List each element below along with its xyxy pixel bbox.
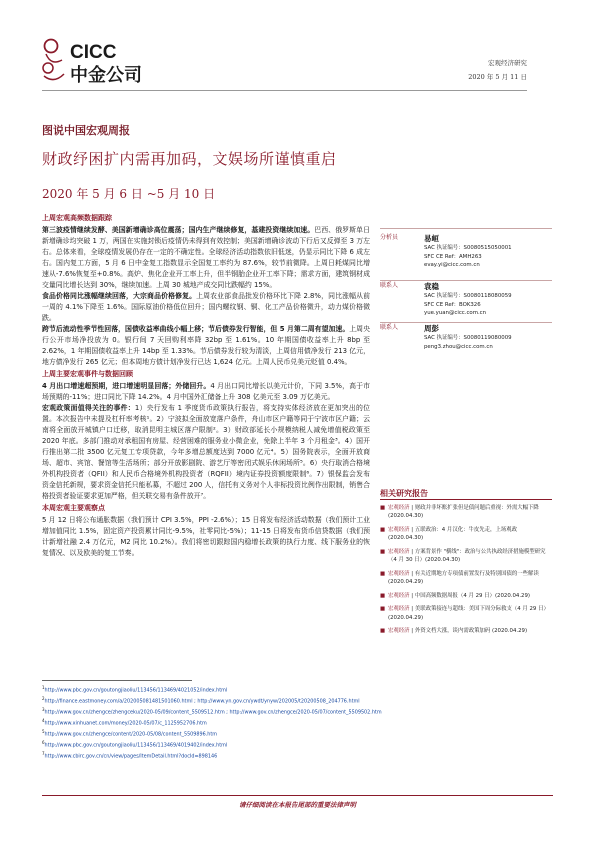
author-sac: SAC 执证编号：S0080515050001: [424, 245, 512, 251]
footnote-link[interactable]: http://www.cbirc.gov.cn/cn/view/pages/ItemDetail.html?docId=898146: [44, 753, 218, 760]
sidebar-divider: [380, 322, 552, 323]
footer-divider: [42, 795, 553, 796]
author-sfc: SFC CE Ref：BOK326: [424, 301, 481, 308]
report-category-label: 宏观经济: [388, 526, 410, 533]
section-heading: 上周宏观高频数据跟踪: [42, 214, 112, 222]
footnote-link[interactable]: http://www.gov.cn/zhengce/zhengceku/2020-05/09/content_5509512.htm ; http://www.gov.cn/zhengce/2020-05/07/content_5509502.htm: [44, 709, 382, 716]
paragraph-lead: 宏观政策面值得关注的事件：: [42, 404, 135, 412]
page-title: 财政纾困扩内需再加码，文娱场所谨慎重启: [42, 150, 337, 168]
report-category-label: 宏观经济: [388, 628, 410, 635]
legal-disclaimer: 请仔细阅读在本报告尾部的重要法律声明: [239, 801, 356, 809]
cicc-logo: [42, 36, 162, 86]
paragraph-text: 1）央行发布 1 季度货币政策执行报告，将支持实体经济放在更加突出的位置。本次报告中未提及杠杆率考核¹。2）宁波拟全面放宽落户条件，舟山市区户籍等同于宁波市区户籍；云南将全面放开城镇户口迁移，取消昆明主城区落户限制²。3）财政部延长小规模纳税人减免增值税政策至 2020 年底。多部门推动对承租国有房屋、经营困难的服务业小微企业，免除上半年 3 个月租金³。4）国开行推出第二批 3500 亿元复工专项贷款，今年多增总额度达到 7000 亿元⁴。5）国务院表示，全面开放商场、超市、宾馆、餐馆等生活场所；部分开放影剧院、游艺厅等密闭式娱乐休闲场所⁵。6）央行取消合格境外机构投资者（QFII）和人民币合格境外机构投资者（RQFII）境内证券投资额度限制⁶。7）银保监会发布资金信托新规，要求资金信托只能私募，不超过 200 人，信托有义务对个人非标投资比例作出限制，销售合格投资者验证要求更加严格，但关联交易有条件放开⁷。: [42, 404, 370, 500]
report-title: | 五联政治：4 月汉化：牛皮先走，上场观政 (2020.04.30): [388, 526, 518, 542]
footnote-link[interactable]: http://finance.eastmoney.com/a/202005081481501060.html ; http://www.yn.gov.cn/ywdt/ynyw/202005/t20200508_204776.html: [44, 698, 360, 705]
header-divider: [42, 90, 527, 91]
bullet-icon: ■: [380, 592, 386, 599]
footnote-number: 7: [42, 750, 45, 756]
paragraph: [42, 225, 370, 291]
related-report-item[interactable]: [380, 504, 552, 520]
footnote[interactable]: [42, 728, 552, 739]
report-title: | 财政并非坏账扩张但是债问题后重视：外需大幅下降 (2020.04.30): [388, 505, 539, 520]
report-date: 2020 年 5 月 11 日: [468, 73, 527, 81]
report-title: | 外资文档大涨，谈内需政策加码 (2020.04.29): [411, 628, 528, 635]
related-reports-divider: [380, 499, 552, 500]
footnote[interactable]: [42, 706, 552, 717]
author-email[interactable]: peng3.zhou@cicc.com.cn: [424, 343, 493, 350]
logo-text-cn: 中金公司: [70, 65, 142, 86]
related-report-item[interactable]: [380, 526, 552, 542]
report-title: | 美联政策接连与超线：美国下周分际救支（4 月 29 日）(2020.04.29): [388, 606, 549, 621]
bullet-icon: ■: [380, 570, 386, 577]
author-name: 袁稳: [424, 282, 439, 291]
report-category-label: 宏观经济: [388, 606, 410, 613]
footnote-number: 5: [42, 728, 45, 734]
footnote-number: 2: [42, 695, 45, 701]
logo-text-en: CICC: [70, 42, 117, 63]
related-report-item[interactable]: [380, 570, 552, 586]
bullet-icon: ■: [380, 548, 386, 555]
paragraph-text: 5 月 12 日将公布通胀数据（我们预计 CPI 3.5%，PPI -2.6%）；15 日将发布经济活动数据（我们预计工业增加值同比 1.5%，固定资产投资累计同比-9.5%，社零同比-5%）；11-15 日将发布货币信贷数据（我们预计新增社融 2.4 万亿元，M2 同比 10.2%）。我们将密切跟踪国内稳增长政策的执行力度、线下服务业的恢复情况、以及欧美的复工节奏。: [42, 516, 370, 557]
author-sac: SAC 执证编号：S0080118080059: [424, 293, 512, 299]
footnote-number: 1: [42, 685, 45, 690]
related-reports-list: [380, 504, 552, 641]
paragraph: [42, 515, 370, 559]
report-title: | 中国高频数据周报（4 月 29 日）(2020.04.29): [411, 592, 531, 599]
report-title: | 方案背景作 "横线"：政治与公共执政经济措施模型研究（4 月 30 日）(2020.04.30): [388, 548, 546, 564]
report-category: 宏观经济研究: [488, 59, 527, 67]
paragraph: [42, 403, 370, 502]
bullet-icon: ■: [380, 628, 386, 635]
section-heading: 上周主要宏观事件与数据回顾: [42, 370, 133, 378]
paragraph-lead: 第三波疫情继续发酵、美国新增确诊高位震荡；国内生产继续修复，基建投资继续加速。: [42, 226, 315, 234]
footnotes: [42, 684, 552, 760]
bullet-icon: ■: [380, 505, 386, 511]
author-name: 周彭: [424, 324, 439, 333]
footnote-divider: [42, 680, 192, 681]
footnote[interactable]: [42, 717, 552, 728]
author-name: 易峘: [424, 234, 439, 243]
footnote-number: 3: [42, 706, 45, 712]
footnote[interactable]: [42, 750, 552, 761]
related-reports-title: 相关研究报告: [380, 489, 428, 498]
sidebar-divider: [380, 280, 552, 281]
paragraph: [42, 381, 370, 403]
main-body: [42, 212, 370, 559]
report-title: | 有关近期地方专项债前置发行及特别国债的一些解读 (2020.04.29): [388, 570, 539, 585]
paragraph: [42, 291, 370, 324]
author-role: 联系人: [380, 324, 399, 331]
footnote-link[interactable]: http://www.gov.cn/zhengce/content/2020-05/08/content_5509896.htm: [44, 731, 218, 738]
footnote[interactable]: [42, 695, 552, 706]
bullet-icon: ■: [380, 606, 386, 613]
series-title: 图说中国宏观周报: [42, 124, 130, 137]
author-sfc: SFC CE Ref：AMH263: [424, 253, 482, 260]
author-email[interactable]: evay.yi@cicc.com.cn: [424, 262, 480, 268]
footnote-link[interactable]: http://www.pbc.gov.cn/goutongjiaoliu/113456/113469/4019402/index.html: [44, 742, 228, 749]
footnote[interactable]: [42, 739, 552, 750]
report-category-label: 宏观经济: [388, 570, 410, 577]
paragraph-text: 上周央行公开市场净投放为 0。银行间 7 天回购利率降 32bp 至 1.61%。10 年期国债收益率上升 8bp 至 2.62%，1 年期国债收益率上升 14bp 至 1.33%。节后债券发行较为清淡，上周信用债净发行 213 亿元，地方债净发行 265 亿元；但本周地方债计划净发行已达 1,624 亿元。上周人民币兑美元贬值 0.4%。: [42, 325, 370, 366]
related-report-item[interactable]: [380, 605, 552, 621]
report-category-label: 宏观经济: [388, 548, 410, 555]
authors-panel: [380, 228, 552, 358]
bullet-icon: ■: [380, 526, 386, 533]
paragraph-text: 巴西、俄罗斯单日新增确诊均突破 1 万，两国在实施封锁后疫情仍未得到有效控制；美国新增确诊波动下行后又反弹至 3 万左右。总体来看，全球疫情发展仍存在一定的不确定性。全球经济活动指数依旧低迷，仍显示同比下降 6 成左右。国内复工方面，5 月 6 日中金复工指数显示全国复工率约为 87.6%，较节前微降。上周日耗煤同比增速从-7.6%恢复至+0.8%。高炉、焦化企业开工率上升，但半钢胎企业开工率下降；需求方面，建筑钢材成交量同比增长达到 30%，继续加速。上周 30 城地产成交同比跌幅约 15%。: [42, 226, 371, 289]
section-heading: 本周宏观主要观察点: [42, 504, 105, 512]
author-sac: SAC 执证编号：S0080119080009: [424, 335, 512, 341]
footnote-link[interactable]: http://www.xinhuanet.com/money/2020-05/07/c_1125952706.htm: [44, 720, 207, 727]
paragraph-text: 上周农业部食品批发价格环比下降 2.8%，同比涨幅从前一周的 4.1%下降至 1.6%。国际原油价格低位回升；国内螺纹钢、铜、化工产品价格微升，动力煤价格微跌。: [42, 292, 370, 322]
author-role: 联系人: [380, 282, 399, 289]
related-report-item[interactable]: [380, 627, 552, 635]
footnote-link[interactable]: http://www.pbc.gov.cn/goutongjiaoliu/113456/113469/4021052/index.html: [44, 687, 228, 694]
footnote-number: 6: [42, 739, 45, 745]
paragraph-text: 4 月出口同比增长以美元计价，下同 3.5%，高于市场预期的-11%；进口同比下降 14.2%。4 月中国外汇储备上升 308 亿美元至 3.09 万亿美元。: [42, 382, 370, 401]
paragraph-lead: 跨节后流动性季节性回落，国债收益率曲线小幅上移；节后债券发行智能，但 5 月第二周有望加速。: [42, 325, 350, 333]
paragraph: [42, 324, 370, 368]
report-category-label: 宏观经济: [388, 592, 410, 599]
paragraph-lead: 4 月出口增速超预期，进口增速明显回落；外储回升。: [42, 382, 211, 390]
author-email[interactable]: yue.yuan@cicc.com.cn: [424, 310, 487, 316]
related-report-item[interactable]: [380, 548, 552, 564]
logo-mark-icon: [43, 40, 64, 80]
report-category-label: 宏观经济: [388, 505, 410, 511]
author-role: 分析员: [380, 234, 399, 241]
sidebar-divider: [380, 228, 552, 229]
footnote[interactable]: [42, 684, 552, 695]
related-report-item[interactable]: [380, 592, 552, 600]
date-range: 2020 年 5 月 6 日 ~5 月 10 日: [42, 187, 216, 201]
footnote-number: 4: [42, 717, 45, 723]
paragraph-lead: 食品价格同比涨幅继续回落，大宗商品价格修复。: [42, 292, 197, 300]
